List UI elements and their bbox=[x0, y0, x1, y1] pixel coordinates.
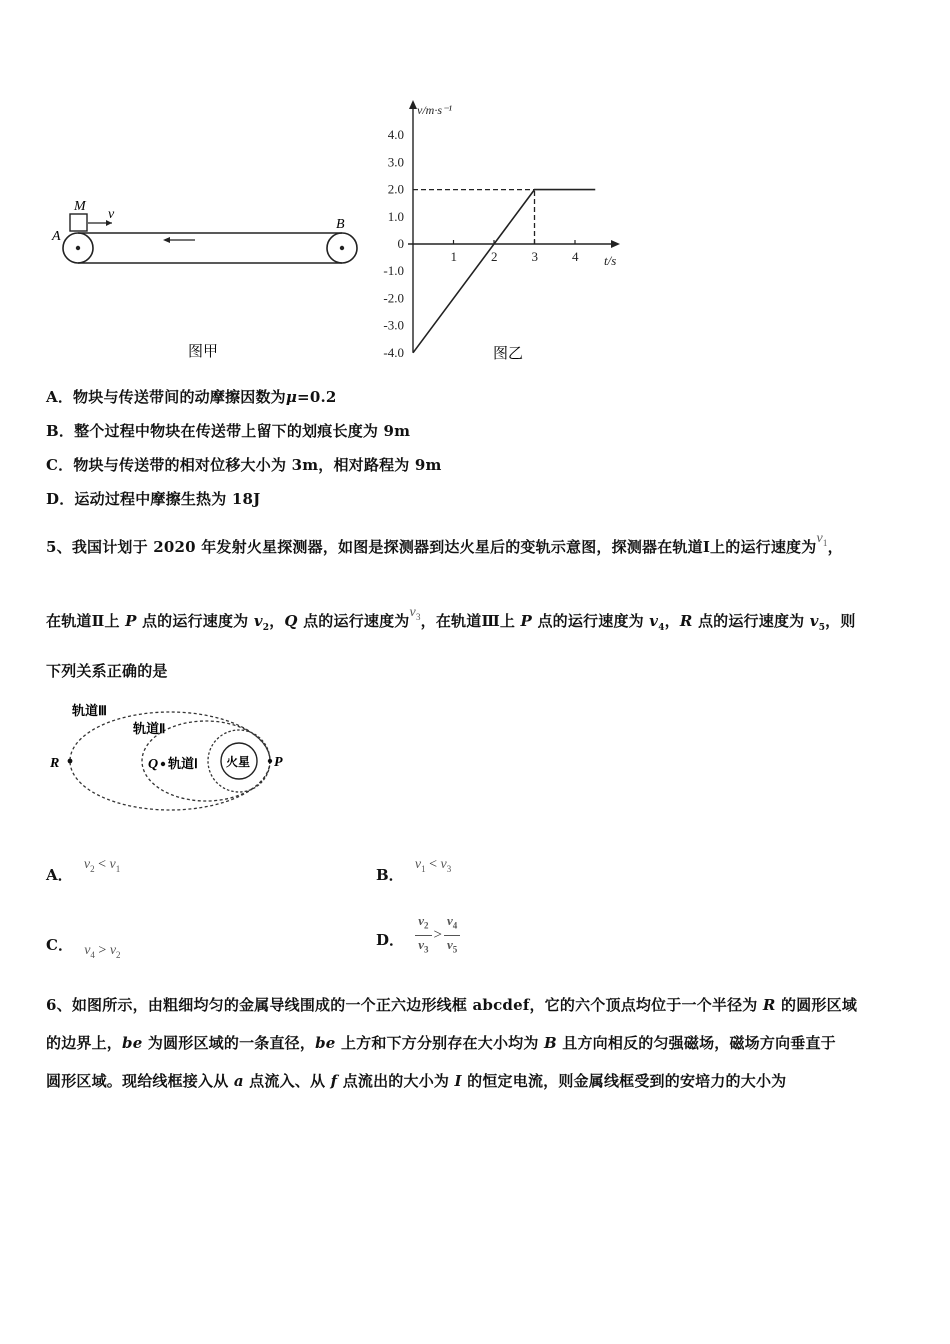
q5-v3-sub: 3 bbox=[415, 611, 421, 622]
q5-point-R: R bbox=[679, 612, 693, 630]
q6-line2-a: 的边界上， bbox=[46, 1034, 123, 1052]
label-P: P bbox=[274, 755, 283, 770]
q6-stem-line3 bbox=[46, 1070, 786, 1091]
q5-line2-i: ，则 bbox=[825, 612, 856, 630]
q4-option-a-label: A． bbox=[46, 388, 74, 406]
q5-v3-symbol: v bbox=[409, 605, 416, 620]
q5-d-n1: 2 bbox=[424, 920, 429, 931]
q5-d-op: > bbox=[433, 926, 442, 943]
label-v: v bbox=[108, 207, 115, 222]
q6-line1-b: 的圆形区域 bbox=[775, 996, 858, 1014]
q6-stem-line2 bbox=[46, 1032, 836, 1053]
y-tick-label: -1.0 bbox=[383, 263, 404, 279]
q4-option-b-text: 整个过程中物块在传送带上留下的划痕长度为 9m bbox=[74, 422, 411, 440]
q4-option-b-label: B． bbox=[46, 422, 75, 440]
q5-d-n2: 4 bbox=[452, 920, 458, 931]
q6-I: I bbox=[454, 1072, 462, 1090]
q6-line2-c: 上方和下方分别存在大小均为 bbox=[335, 1034, 544, 1052]
q5-point-Q: Q bbox=[284, 612, 298, 630]
q5-line3-text: 下列关系正确的是 bbox=[46, 662, 168, 680]
q5-b-rhs: v bbox=[440, 857, 447, 872]
q6-line1-a: 6、如图所示，由粗细均匀的金属导线围成的一个正六边形线框 abcdef，它的六个顶点均位于一个半径为 bbox=[46, 996, 763, 1014]
q4-option-a-value: =0.2 bbox=[297, 388, 337, 406]
block-M bbox=[70, 214, 87, 231]
q5-option-c-label: C． bbox=[46, 936, 73, 954]
q5-option-c bbox=[46, 934, 121, 960]
belt-direction-arrowhead bbox=[163, 237, 170, 243]
q5-d-d2: 5 bbox=[452, 944, 458, 955]
q6-be-1: be bbox=[122, 1034, 143, 1052]
q5-d-fraction-left: $\frac{v_2}{v_3}$ bbox=[415, 912, 431, 958]
q4-option-a-text: 物块与传送带间的动摩擦因数为 bbox=[73, 388, 286, 406]
point-P-dot bbox=[268, 759, 272, 763]
q5-b-lhs-sub: 1 bbox=[421, 863, 426, 874]
q5-v1-sub: 1 bbox=[822, 537, 828, 548]
q5-d-d1: 3 bbox=[424, 944, 429, 955]
pulley-left-axle bbox=[76, 246, 80, 250]
q5-option-b-label: B． bbox=[376, 866, 404, 884]
q5-a-rhs: v bbox=[109, 857, 116, 872]
q5-c-rhs-sub: 2 bbox=[116, 949, 121, 960]
q4-option-c-label: C． bbox=[46, 456, 74, 474]
label-R: R bbox=[50, 756, 60, 771]
orbit-2-label: 轨道Ⅱ bbox=[133, 721, 166, 736]
q5-line2-c: ， bbox=[269, 612, 285, 630]
y-axis-label: v/m·s⁻¹ bbox=[417, 103, 452, 117]
label-M: M bbox=[74, 199, 86, 214]
q5-b-rhs-sub: 3 bbox=[446, 863, 452, 874]
label-B: B bbox=[336, 217, 345, 232]
q5-point-P-2: P bbox=[520, 612, 533, 630]
q5-v5: $v_5$ bbox=[809, 612, 826, 633]
q5-a-lhs-sub: 2 bbox=[90, 863, 95, 874]
q4-option-a bbox=[46, 386, 337, 407]
y-tick-label: -3.0 bbox=[383, 317, 404, 333]
q6-line3-c: 点流出的大小为 bbox=[337, 1072, 455, 1090]
orbit-1-label: 轨道Ⅰ bbox=[168, 756, 198, 771]
x-tick-label: 2 bbox=[491, 249, 498, 264]
q5-c-op: > bbox=[94, 943, 110, 958]
q5-v4: $v_4$ bbox=[649, 612, 665, 633]
q5-d-fraction-right: $\frac{v_4}{v_5}$ bbox=[444, 912, 460, 958]
pulley-right-axle bbox=[340, 246, 344, 250]
x-tick-label: 3 bbox=[531, 249, 538, 264]
q5-line2-h: 点的运行速度为 bbox=[692, 612, 810, 630]
q6-be-2: be bbox=[315, 1034, 336, 1052]
q6-line3-a: 圆形区域。现给线框接入从 bbox=[46, 1072, 234, 1090]
y-tick-label: -2.0 bbox=[383, 290, 404, 306]
q6-R: R bbox=[762, 996, 776, 1014]
y-tick-label: 4.0 bbox=[387, 127, 404, 143]
q6-B: B bbox=[543, 1034, 557, 1052]
q4-option-a-mu: μ bbox=[285, 388, 298, 406]
q5-line2-e: ，在轨道Ⅲ上 bbox=[420, 612, 521, 630]
q6-line3-b: 点流入、从 bbox=[243, 1072, 331, 1090]
vt-axes bbox=[383, 100, 620, 360]
belt-assembly bbox=[63, 233, 357, 263]
q5-c-lhs-sub: 4 bbox=[90, 949, 95, 960]
q5-v2: $v_2$ bbox=[253, 612, 270, 633]
label-Q: Q bbox=[148, 757, 159, 772]
caption-yi: 图乙 bbox=[493, 346, 524, 362]
q5-line2-g: ， bbox=[664, 612, 680, 630]
y-tick-label: 2.0 bbox=[387, 181, 404, 197]
q4-option-d-label: D． bbox=[46, 490, 75, 508]
q5-c-rhs: v bbox=[109, 943, 117, 958]
q5-option-d bbox=[376, 912, 460, 958]
figure-jia-conveyor bbox=[50, 190, 370, 370]
q5-orbit-figure bbox=[46, 696, 296, 816]
q6-f: f bbox=[330, 1072, 338, 1090]
q6-line2-b: 为圆形区域的一条直径， bbox=[142, 1034, 316, 1052]
y-tick-label: 1.0 bbox=[387, 208, 404, 224]
caption-jia: 图甲 bbox=[188, 344, 219, 360]
q5-line1-end: ， bbox=[827, 538, 843, 556]
series-line-v bbox=[413, 190, 595, 353]
q5-option-b bbox=[376, 856, 452, 884]
y-axis-arrowhead bbox=[409, 100, 417, 109]
q5-a-rhs-sub: 1 bbox=[115, 863, 121, 874]
q6-a: a bbox=[233, 1072, 244, 1090]
q4-option-d bbox=[46, 488, 260, 509]
q5-option-d-label: D． bbox=[376, 931, 405, 950]
q4-option-d-text: 运动过程中摩擦生热为 18J bbox=[74, 490, 261, 508]
q5-stem-line3 bbox=[46, 660, 168, 681]
q4-option-c-text: 物块与传送带的相对位移大小为 3m，相对路程为 9m bbox=[73, 456, 442, 474]
q4-option-b bbox=[46, 420, 410, 441]
y-tick-label: 3.0 bbox=[387, 154, 404, 170]
q6-line3-d: 的恒定电流，则金属线框受到的安培力的大小为 bbox=[461, 1072, 787, 1090]
q5-option-a-label: A． bbox=[46, 866, 73, 884]
x-axis-label: t/s bbox=[604, 253, 617, 268]
x-tick-label: 4 bbox=[572, 249, 579, 264]
q5-stem-line2 bbox=[46, 605, 856, 633]
q5-b-op: < bbox=[425, 857, 441, 872]
q5-a-lhs: v bbox=[83, 857, 91, 872]
q6-line2-d: 且方向相反的匀强磁场，磁场方向垂直于 bbox=[556, 1034, 836, 1052]
q5-c-lhs: v bbox=[84, 943, 91, 958]
q5-a-op: < bbox=[94, 857, 110, 872]
q5-stem-line1 bbox=[46, 531, 843, 558]
q5-line1-text: 5、我国计划于 2020 年发射火星探测器，如图是探测器到达火星后的变轨示意图，探测器在轨道Ⅰ上的运行速度为 bbox=[46, 538, 817, 556]
q5-line2-a: 在轨道Ⅱ上 bbox=[46, 612, 126, 630]
orbit-3-label: 轨道Ⅲ bbox=[72, 703, 107, 718]
x-tick-label: 1 bbox=[450, 249, 457, 264]
q5-point-P: P bbox=[125, 612, 137, 630]
point-Q-dot bbox=[161, 762, 165, 766]
q5-line2-f: 点的运行速度为 bbox=[532, 612, 650, 630]
label-A: A bbox=[52, 229, 61, 244]
y-tick-label: -4.0 bbox=[383, 344, 404, 360]
mars-label: 火星 bbox=[226, 755, 251, 769]
q5-b-lhs: v bbox=[414, 857, 422, 872]
q6-stem-line1 bbox=[46, 994, 857, 1015]
q5-line2-d: 点的运行速度为 bbox=[297, 612, 410, 630]
y-tick-label: 0 bbox=[397, 236, 404, 251]
q4-option-c bbox=[46, 454, 442, 475]
q5-line2-b: 点的运行速度为 bbox=[136, 612, 254, 630]
q5-option-a bbox=[46, 856, 121, 884]
x-axis-arrowhead bbox=[611, 240, 620, 248]
point-R-dot bbox=[68, 759, 73, 764]
figure-yi-vt-graph bbox=[368, 98, 638, 368]
q5-v1-symbol: v bbox=[816, 531, 823, 546]
